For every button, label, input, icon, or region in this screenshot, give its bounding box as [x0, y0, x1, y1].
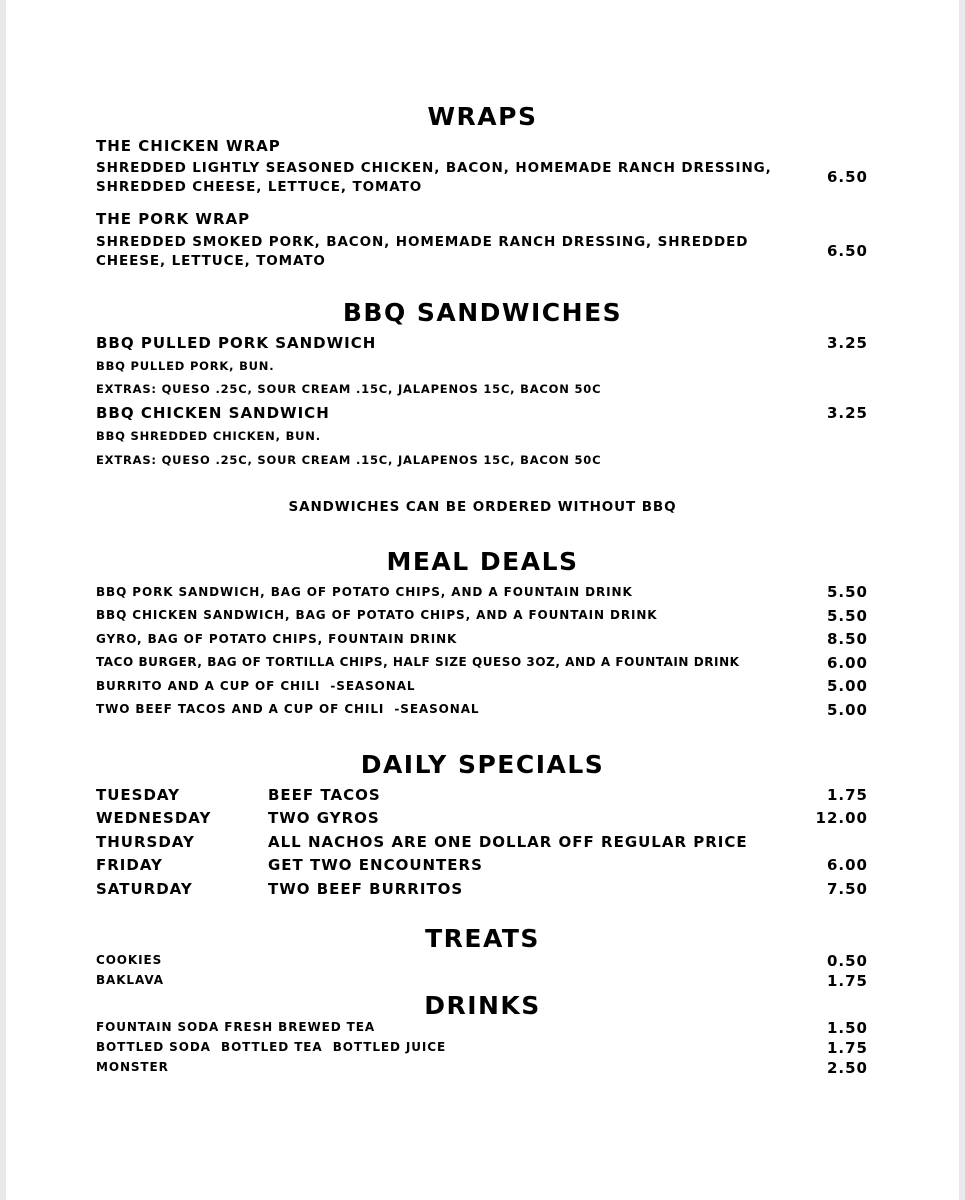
drink-price: 1.75 [826, 1039, 868, 1057]
wrap-description: SHREDDED SMOKED PORK, BACON, HOMEMADE RANCH DRESSING, SHREDDED CHEESE, LETTUCE, TOMATO [96, 234, 749, 269]
special-item: BEEF TACOS [268, 786, 381, 804]
special-item: TWO BEEF BURRITOS [268, 880, 464, 898]
sandwich-description: BBQ SHREDDED CHICKEN, BUN. [96, 429, 321, 443]
meal-deal-item: BURRITO AND A CUP OF CHILI -SEASONAL [96, 679, 416, 693]
wrap-name: THE PORK WRAP [96, 210, 251, 228]
treats-heading: TREATS [425, 924, 540, 953]
daily-specials-heading: DAILY SPECIALS [360, 750, 605, 779]
special-item: TWO GYROS [268, 809, 380, 827]
special-price: 7.50 [826, 880, 868, 898]
bbq-heading: BBQ SANDWICHES [342, 298, 623, 327]
drink-item: BOTTLED SODA BOTTLED TEA BOTTLED JUICE [96, 1040, 447, 1054]
wraps-heading: WRAPS [427, 102, 538, 131]
meal-deal-price: 5.50 [826, 607, 868, 625]
special-day: TUESDAY [96, 786, 180, 804]
sandwich-description: BBQ PULLED PORK, BUN. [96, 359, 275, 373]
special-item: ALL NACHOS ARE ONE DOLLAR OFF REGULAR PRICE [268, 833, 748, 851]
wrap-price: 6.50 [826, 168, 868, 186]
drink-item: MONSTER [96, 1060, 169, 1074]
sandwich-extras: EXTRAS: QUESO .25C, SOUR CREAM .15C, JALAPENOS 15C, BACON 50C [96, 382, 602, 396]
drink-price: 1.50 [826, 1019, 868, 1037]
wrap-description: SHREDDED LIGHTLY SEASONED CHICKEN, BACON, HOMEMADE RANCH DRESSING, SHREDDED CHEESE, LETTUCE, TOMATO [96, 160, 772, 195]
meal-deal-price: 5.00 [826, 701, 868, 719]
drink-item: FOUNTAIN SODA FRESH BREWED TEA [96, 1020, 376, 1034]
drink-price: 2.50 [826, 1059, 868, 1077]
sandwich-note: SANDWICHES CAN BE ORDERED WITHOUT BBQ [288, 499, 677, 515]
meal-deals-heading: MEAL DEALS [386, 547, 579, 576]
special-day: WEDNESDAY [96, 809, 212, 827]
sandwich-name: BBQ CHICKEN SANDWICH [96, 404, 330, 422]
meal-deal-price: 6.00 [826, 654, 868, 672]
meal-deal-item: BBQ CHICKEN SANDWICH, BAG OF POTATO CHIPS, AND A FOUNTAIN DRINK [96, 608, 658, 622]
treat-price: 0.50 [826, 952, 868, 970]
special-day: SATURDAY [96, 880, 193, 898]
sandwich-price: 3.25 [826, 334, 868, 352]
special-day: FRIDAY [96, 856, 163, 874]
treat-price: 1.75 [826, 972, 868, 990]
treat-item: BAKLAVA [96, 973, 164, 987]
sandwich-name: BBQ PULLED PORK SANDWICH [96, 334, 377, 352]
special-price: 12.00 [815, 809, 868, 827]
wrap-name: THE CHICKEN WRAP [96, 137, 281, 155]
sandwich-extras: EXTRAS: QUESO .25C, SOUR CREAM .15C, JALAPENOS 15C, BACON 50C [96, 453, 602, 467]
meal-deal-item: BBQ PORK SANDWICH, BAG OF POTATO CHIPS, AND A FOUNTAIN DRINK [96, 585, 633, 599]
treat-item: COOKIES [96, 953, 163, 967]
meal-deal-item: TWO BEEF TACOS AND A CUP OF CHILI -SEASONAL [96, 702, 480, 716]
meal-deal-price: 5.50 [826, 583, 868, 601]
sandwich-price: 3.25 [826, 404, 868, 422]
meal-deal-price: 5.00 [826, 677, 868, 695]
special-price: 6.00 [826, 856, 868, 874]
special-item: GET TWO ENCOUNTERS [268, 856, 483, 874]
special-price: 1.75 [826, 786, 868, 804]
meal-deal-item: GYRO, BAG OF POTATO CHIPS, FOUNTAIN DRINK [96, 632, 458, 646]
drinks-heading: DRINKS [424, 991, 541, 1020]
wrap-price: 6.50 [826, 242, 868, 260]
meal-deal-price: 8.50 [826, 630, 868, 648]
meal-deal-item: TACO BURGER, BAG OF TORTILLA CHIPS, HALF SIZE QUESO 3OZ, AND A FOUNTAIN DRINK [96, 655, 740, 669]
special-day: THURSDAY [96, 833, 195, 851]
